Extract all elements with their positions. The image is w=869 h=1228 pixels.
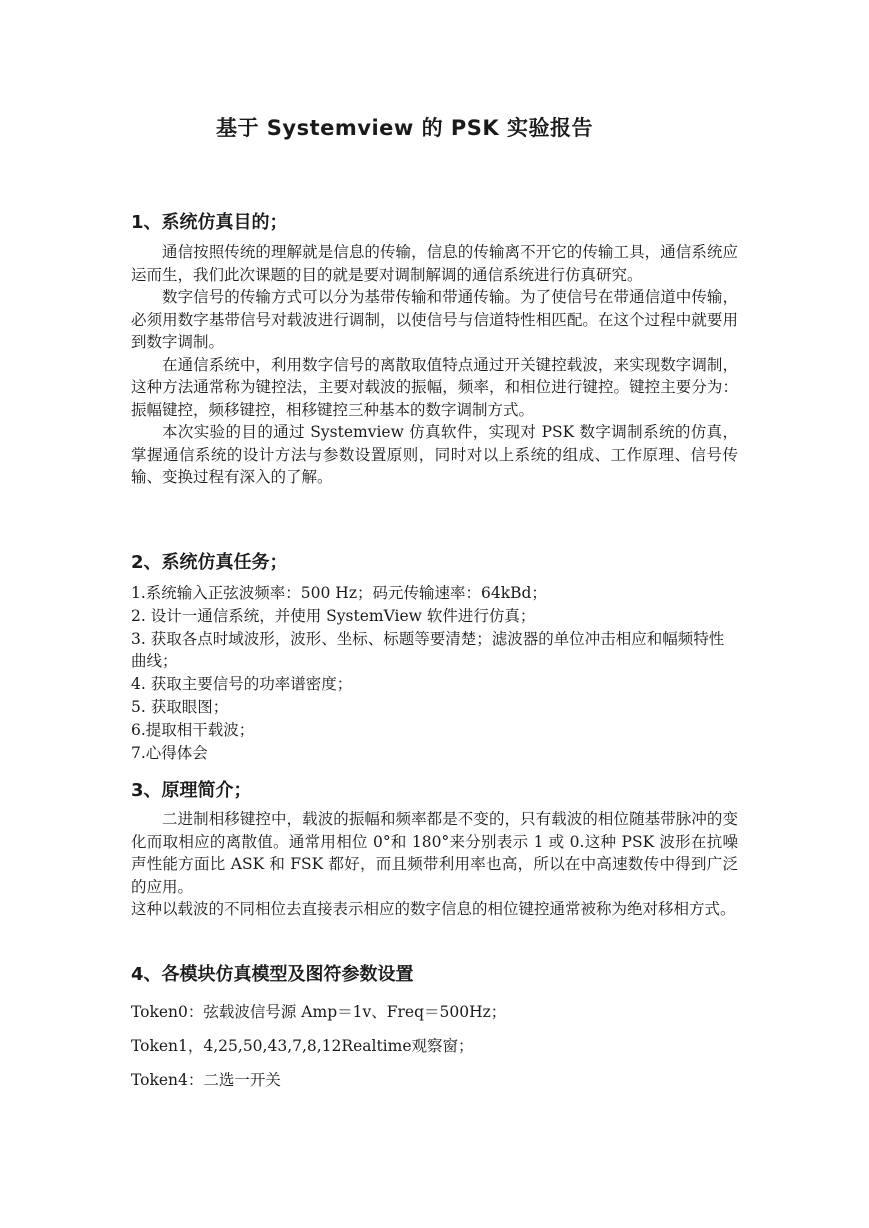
token-line: Token4：二选一开关 bbox=[131, 1071, 281, 1089]
section-1-paragraph: 本次实验的目的通过 Systemview 仿真软件，实现对 PSK 数字调制系统的仿真，掌握通信系统的设计方法与参数设置原则，同时对以上系统的组成、工作原理、信号传输、变换过程有深入的了解。 bbox=[131, 423, 738, 486]
section-1-paragraph: 数字信号的传输方式可以分为基带传输和带通传输。为了使信号在带通信道中传输，必须用数字基带信号对载波进行调制，以使信号与信道特性相匹配。在这个过程中就要用到数字调制。 bbox=[131, 288, 738, 351]
document-title: 基于 Systemview 的 PSK 实验报告 bbox=[215, 116, 594, 140]
section-3-paragraph: 二进制相移键控中，载波的振幅和频率都是不变的，只有载波的相位随基带脉冲的变化而取相应的离散值。通常用相位 0°和 180°来分别表示 1 或 0.这种 PSK 波形在抗噪声性能方面比 ASK 和 FSK 都好，而且频带利用率也高，所以在中高速数传中得到广泛的应用。 bbox=[131, 810, 738, 896]
section-1-body bbox=[131, 241, 738, 489]
task-item: 7.心得体会 bbox=[131, 743, 208, 762]
section-3-heading: 3、原理简介； bbox=[131, 780, 252, 801]
task-item: 3. 获取各点时域波形，波形、坐标、标题等要清楚；滤波器的单位冲击相应和幅频特性曲线； bbox=[131, 629, 725, 671]
section-3-body bbox=[131, 808, 738, 921]
token-line: Token1，4,25,50,43,7,8,12Realtime观察窗； bbox=[131, 1037, 474, 1055]
task-item: 2. 设计一通信系统，并使用 SystemView 软件进行仿真； bbox=[131, 606, 536, 625]
section-2-heading: 2、系统仿真任务； bbox=[131, 552, 288, 573]
section-1-paragraph: 在通信系统中，利用数字信号的离散取值特点通过开关键控载波，来实现数字调制，这种方法通常称为键控法，主要对载波的振幅，频率，和相位进行键控。键控主要分为：振幅键控，频移键控，相移键控三种基本的数字调制方式。 bbox=[131, 355, 738, 419]
section-1-paragraph: 通信按照传统的理解就是信息的传输，信息的传输离不开它的传输工具，通信系统应运而生，我们此次课题的目的就是要对调制解调的通信系统进行仿真研究。 bbox=[131, 243, 738, 284]
section-3-paragraph: 这种以载波的不同相位去直接表示相应的数字信息的相位键控通常被称为绝对移相方式。 bbox=[131, 900, 736, 918]
task-item: 4. 获取主要信号的功率谱密度； bbox=[131, 675, 353, 694]
task-item: 6.提取相干载波； bbox=[131, 720, 255, 739]
task-item: 1.系统输入正弦波频率：500 Hz；码元传输速率：64kBd； bbox=[131, 584, 547, 602]
section-1-heading: 1、系统仿真目的； bbox=[131, 212, 288, 233]
token-line: Token0：弦载波信号源 Amp＝1v、Freq＝500Hz； bbox=[131, 1003, 507, 1021]
section-2-list bbox=[131, 582, 738, 764]
task-item: 5. 获取眼图； bbox=[131, 697, 229, 716]
section-4-heading: 4、各模块仿真模型及图符参数设置 bbox=[131, 964, 414, 985]
